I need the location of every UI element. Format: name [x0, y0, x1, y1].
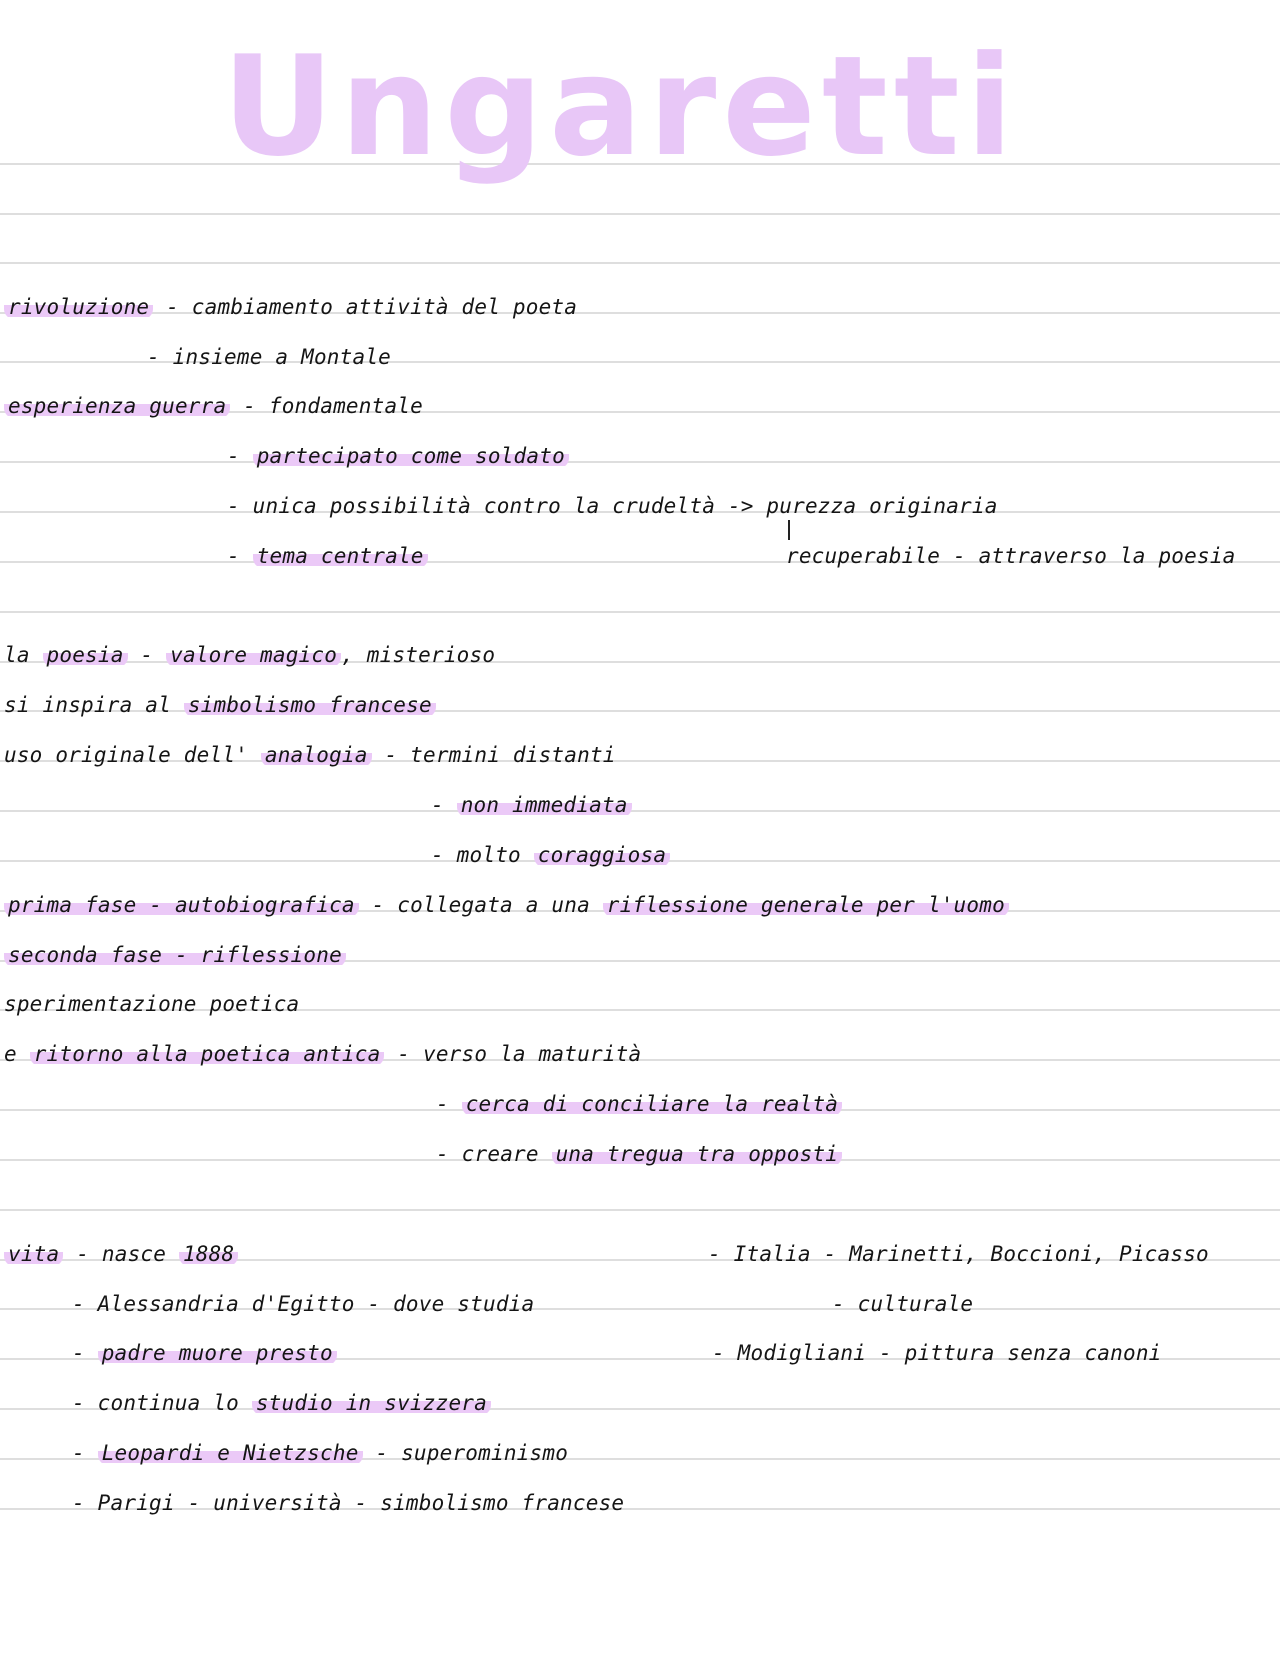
highlight: Leopardi e Nietzsche [98, 1441, 363, 1465]
note-line-simbolismo [4, 692, 436, 718]
note-text: la [4, 643, 43, 667]
highlight: padre muore presto [98, 1341, 337, 1365]
note-line-prima-fase [4, 892, 1009, 918]
note-text: - insieme a Montale [147, 345, 392, 369]
highlight: cerca di conciliare la realtà [462, 1092, 842, 1116]
note-line-recuperabile [786, 543, 1236, 569]
note-line-rivoluzione [4, 294, 577, 320]
ruled-line [0, 461, 1280, 463]
page-title: Ungaretti [222, 26, 1020, 187]
ruled-line [0, 810, 1280, 812]
highlight: analogia [261, 743, 372, 767]
highlight: tema centrale [253, 544, 428, 568]
note-line-leopardi [72, 1440, 568, 1466]
note-line-vita [4, 1241, 238, 1267]
note-text: - [227, 444, 253, 468]
highlight: valore magico [166, 643, 341, 667]
note-text: - nasce [63, 1242, 179, 1266]
note-line-culturale [832, 1291, 973, 1317]
note-text: - unica possibilità contro la crudeltà -> purezza originaria [227, 494, 998, 518]
note-text: - Italia - Marinetti, Boccioni, Picasso [708, 1242, 1209, 1266]
note-text: - culturale [832, 1292, 974, 1316]
highlight: studio in svizzera [252, 1391, 491, 1415]
highlight: una tregua tra opposti [552, 1142, 843, 1166]
note-text: - [72, 1341, 98, 1365]
note-text: - continua lo [72, 1391, 252, 1415]
note-line-parigi [72, 1490, 624, 1516]
highlight: simbolismo francese [184, 693, 436, 717]
highlight: seconda fase - riflessione [4, 943, 346, 967]
note-line-poesia [4, 642, 495, 668]
note-line-modigliani [712, 1340, 1162, 1366]
note-text: - Alessandria d'Egitto - dove studia [72, 1292, 535, 1316]
note-text: - verso la maturità [384, 1042, 642, 1066]
note-line-tema [227, 543, 428, 569]
note-line-tregua [436, 1141, 842, 1167]
note-line-sperimentazione [4, 991, 299, 1017]
note-line-crudelta [227, 493, 998, 519]
note-line-soldato [227, 443, 569, 469]
highlight: poesia [43, 643, 128, 667]
ruled-line [0, 262, 1280, 264]
note-text: - [227, 544, 253, 568]
note-text: - termini distanti [371, 743, 616, 767]
note-text: - fondamentale [230, 394, 423, 418]
note-text: - collegata a una [358, 893, 603, 917]
ruled-line [0, 1209, 1280, 1211]
note-line-guerra [4, 393, 423, 419]
note-text: - Modigliani - pittura senza canoni [712, 1341, 1162, 1365]
note-line-alessandria [72, 1291, 534, 1317]
note-line-ritorno [4, 1041, 641, 1067]
note-text: sperimentazione poetica [4, 992, 300, 1016]
note-line-immediata [431, 792, 632, 818]
note-text: recuperabile - attraverso la poesia [786, 544, 1236, 568]
note-text: - molto [431, 843, 534, 867]
highlight: coraggiosa [534, 843, 670, 867]
highlight: partecipato come soldato [253, 444, 569, 468]
connector-mark [788, 520, 790, 540]
highlight: 1888 [179, 1242, 238, 1266]
note-text: - [72, 1441, 98, 1465]
note-line-conciliare [436, 1091, 842, 1117]
note-text: - [436, 1092, 462, 1116]
note-line-coraggiosa [431, 842, 670, 868]
highlight: esperienza guerra [4, 394, 230, 418]
highlight: riflessione generale per l'uomo [603, 893, 1009, 917]
ruled-line [0, 213, 1280, 215]
note-text: uso originale dell' [4, 743, 261, 767]
note-line-padre [72, 1340, 337, 1366]
note-text: - creare [436, 1142, 552, 1166]
note-line-analogia [4, 742, 616, 768]
note-line-italia [708, 1241, 1209, 1267]
note-text: - Parigi - università - simbolismo francese [72, 1491, 625, 1515]
note-text: si inspira al [4, 693, 184, 717]
highlight: rivoluzione [4, 295, 153, 319]
note-text: - superominismo [362, 1441, 569, 1465]
highlight: prima fase - autobiografica [4, 893, 359, 917]
note-text: - cambiamento attività del poeta [153, 295, 578, 319]
note-text: , misterioso [341, 643, 496, 667]
highlight: vita [4, 1242, 63, 1266]
highlight: ritorno alla poetica antica [30, 1042, 385, 1066]
highlight: non immediata [457, 793, 632, 817]
note-line-seconda-fase [4, 942, 346, 968]
note-text: e [4, 1042, 30, 1066]
ruled-line [0, 611, 1280, 613]
note-text: - [127, 643, 167, 667]
note-text: - [431, 793, 457, 817]
note-line-montale [147, 344, 391, 370]
note-line-svizzera [72, 1390, 491, 1416]
